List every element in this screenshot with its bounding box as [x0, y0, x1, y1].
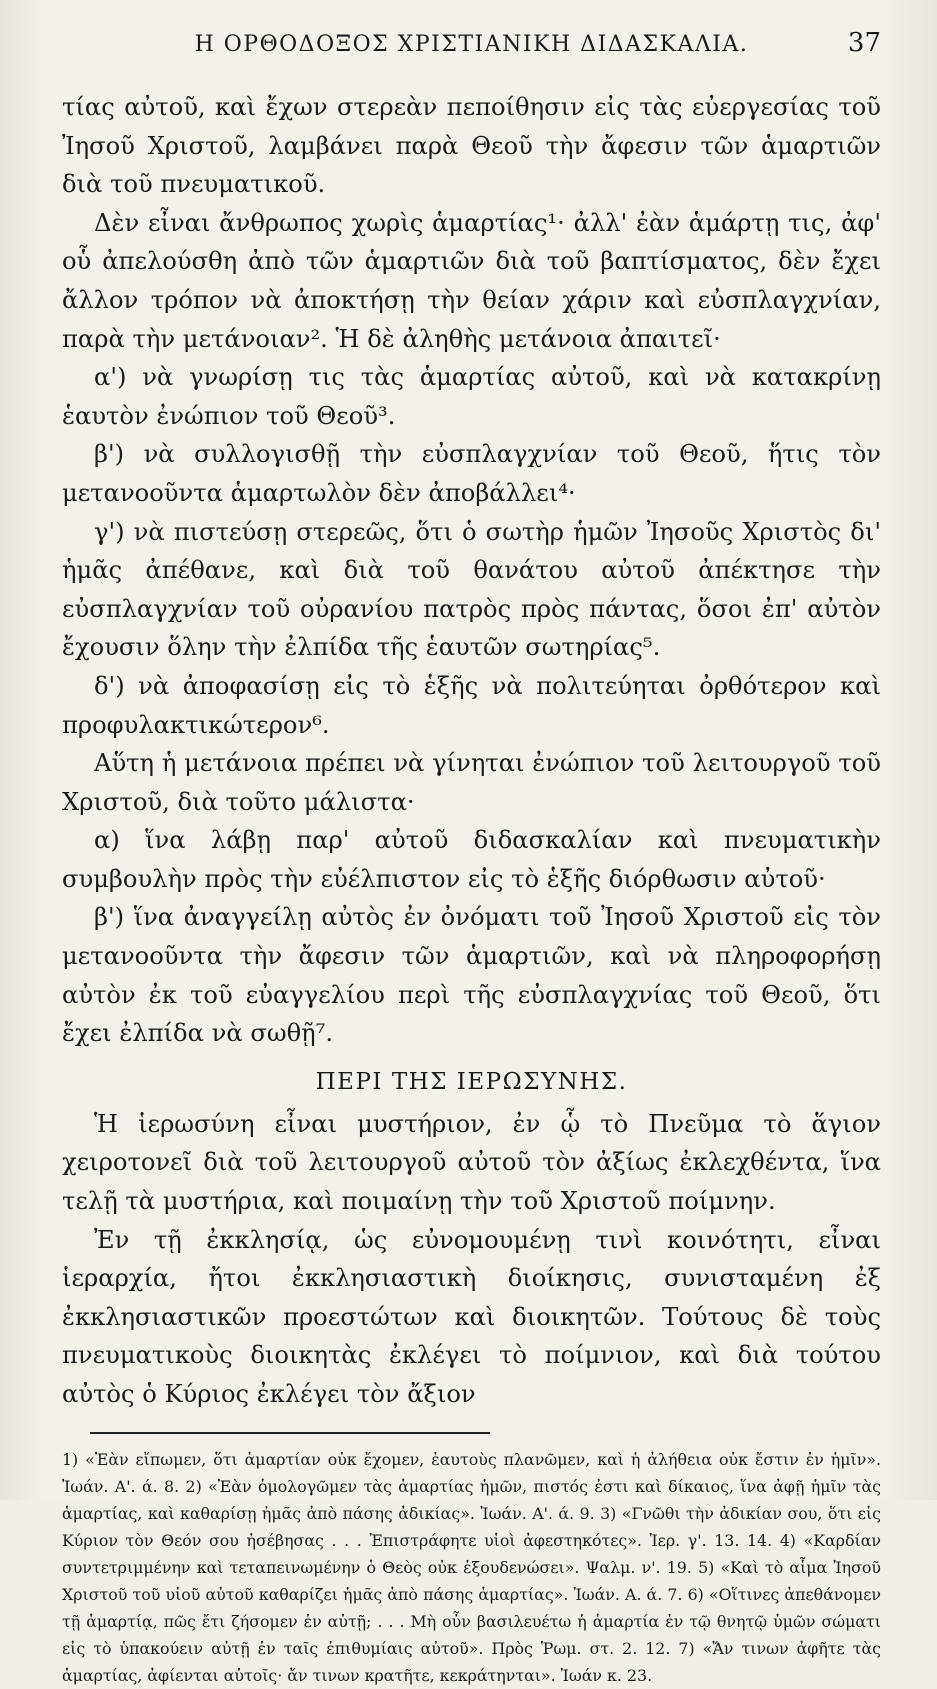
paragraph: α') νὰ γνωρίσῃ τις τὰς ἁμαρτίας αὐτοῦ, καὶ νὰ κατακρίνῃ ἑαυτὸν ἐνώπιον τοῦ Θεοῦ³. [62, 363, 881, 430]
page-number: 37 [847, 28, 881, 58]
footnote-divider [90, 1432, 490, 1434]
footnote: 6) «Οἵτινες ἀπεθάνομεν τῇ ἁμαρτίᾳ, πῶς ἔτι ζήσομεν ἐν αὐτῇ; . . . Μὴ οὖν βασιλευέτω ἡ ἁμαρτία ἐν τῷ θνητῷ ὑμῶν σώματι εἰς τὸ ὑπακούειν αὐτῇ ἐν ταῖς ἐπιθυμίαις αὐτοῦ». Πρὸς Ῥωμ. στ. 2. 12. [62, 1584, 881, 1658]
section-heading: ΠΕΡΙ ΤΗΣ ΙΕΡΩΣΥΝΗΣ. [315, 1068, 628, 1095]
footnote: 7) «Ἄν τινων ἀφῆτε τὰς ἁμαρτίας, ἀφίενται αὐτοῖς· ἄν τινων κρατῆτε, κεκράτηνται». Ἰωάν κ. 23. [62, 1638, 881, 1685]
footnotes [62, 1446, 881, 1689]
footnote: 1) «Ἐὰν εἴπωμεν, ὅτι ἁμαρτίαν οὐκ ἔχομεν, ἑαυτοὺς πλανῶμεν, καὶ ἡ ἀλήθεια οὐκ ἔστιν ἐν ἡμῖν». Ἰωάν. Α'. ά. 8. [62, 1449, 881, 1496]
paragraph: δ') νὰ ἀποφασίσῃ εἰς τὸ ἑξῆς νὰ πολιτεύηται ὀρθότερον καὶ προφυλακτικώτερον⁶. [62, 671, 881, 739]
running-title: Η ΟΡΘΟΔΟΞΟΣ ΧΡΙΣΤΙΑΝΙΚΗ ΔΙΔΑΣΚΑΛΙΑ. [194, 32, 749, 57]
paragraph: β') νὰ συλλογισθῇ τὴν εὐσπλαγχνίαν τοῦ Θεοῦ, ἥτις τὸν μετανοοῦντα ἁμαρτωλὸν δὲν ἀποβάλλει⁴· [62, 440, 881, 507]
paragraph: α) ἵνα λάβῃ παρ' αὐτοῦ διδασκαλίαν καὶ πνευματικὴν συμβουλὴν πρὸς τὴν εὐέλπιστον εἰς τὸ ἑξῆς διόρθωσιν αὐτοῦ· [62, 826, 881, 893]
paragraph: γ') νὰ πιστεύσῃ στερεῶς, ὅτι ὁ σωτὴρ ἡμῶν Ἰησοῦς Χριστὸς δι' ἡμᾶς ἀπέθανε, καὶ διὰ τοῦ θανάτου αὐτοῦ ἀπέκτησε τὴν εὐσπλαγχνίαν τοῦ οὐρανίου πατρὸς πρὸς πάντας, ὅσοι ἐπ' αὐτὸν ἔχουσιν ὅλην τὴν ἐλπίδα τῆς ἑαυτῶν σωτηρίας⁵. [62, 517, 881, 662]
paragraph: τίας αὐτοῦ, καὶ ἔχων στερεὰν πεποίθησιν εἰς τὰς εὐεργεσίας τοῦ Ἰησοῦ Χριστοῦ, λαμβάνει παρὰ Θεοῦ τὴν ἄφεσιν τῶν ἁμαρτιῶν διὰ τοῦ πνευματικοῦ. [62, 93, 881, 199]
paragraph: Ἐν τῇ ἐκκλησίᾳ, ὡς εὐνομουμένῃ τινὶ κοινότητι, εἶναι ἱεραρχία, ἤτοι ἐκκλησιαστικὴ διοίκησις, συνισταμένη ἐξ ἐκκλησιαστικῶν προεστώτων καὶ διοικητῶν. Τούτους δὲ τοὺς πνευματικοὺς διοικητὰς ἐκλέγει τὸ ποίμνιον, καὶ διὰ τούτου αὐτὸς ὁ Κύριος ἐκλέγει τὸν ἄξιον [62, 1225, 881, 1408]
footnote: 4) «Καρδίαν συντετριμμένην καὶ τεταπεινωμένην ὁ Θεὸς οὐκ ἐξουδενώσει». Ψαλμ. ν'. 19. [62, 1530, 881, 1577]
paragraph: Δὲν εἶναι ἄνθρωπος χωρὶς ἁμαρτίας¹· ἀλλ' ἐὰν ἁμάρτῃ τις, ἀφ' οὗ ἀπελούσθη ἀπὸ τῶν ἁμαρτιῶν διὰ τοῦ βαπτίσματος, δὲν ἔχει ἄλλον τρόπον νὰ ἀποκτήσῃ τὴν θείαν χάριν καὶ εὐσπλαγχνίαν, παρὰ τὴν μετάνοιαν². Ἡ δὲ ἀληθὴς μετάνοια ἀπαιτεῖ· [62, 208, 881, 353]
page-header [62, 28, 881, 88]
footnote: 5) «Καὶ τὸ αἷμα Ἰησοῦ Χριστοῦ τοῦ υἱοῦ αὐτοῦ καθαρίζει ἡμᾶς ἀπὸ πάσης ἁμαρτίας». Ἰωάν. Α. ά. 7. [62, 1557, 881, 1604]
footnote: 2) «Ἐὰν ὁμολογῶμεν τὰς ἁμαρτίας ἡμῶν, πιστός ἐστι καὶ δίκαιος, ἵνα ἀφῇ ἡμῖν τὰς ἁμαρτίας, καὶ καθαρίσῃ ἡμᾶς ἀπὸ πάσης ἀδικίας». Ἰωάν. Α'. ά. 9. [62, 1476, 881, 1523]
paragraph: β') ἵνα ἀναγγείλῃ αὐτὸς ἐν ὀνόματι τοῦ Ἰησοῦ Χριστοῦ εἰς τὸν μετανοοῦντα τὴν ἄφεσιν τῶν ἁμαρτιῶν, καὶ νὰ πληροφορήσῃ αὐτὸν ἐκ τοῦ εὐαγγελίου περὶ τῆς εὐσπλαγχνίας τοῦ Θεοῦ, ὅτι ἔχει ἐλπίδα νὰ σωθῇ⁷. [62, 903, 881, 1048]
main-text [62, 88, 881, 1414]
paragraph: Αὕτη ἡ μετάνοια πρέπει νὰ γίνηται ἐνώπιον τοῦ λειτουργοῦ τοῦ Χριστοῦ, διὰ τοῦτο μάλιστα· [62, 749, 881, 816]
footnote: 3) «Γνῶθι τὴν ἀδικίαν σου, ὅτι εἰς Κύριον τὸν Θεόν σου ἠσέβησας . . . Ἐπιστράφητε υἱοὶ ἀφεστηκότες». Ἱερ. γ'. 13. 14. [62, 1503, 881, 1550]
paragraph: Ἡ ἱερωσύνη εἶναι μυστήριον, ἐν ᾧ τὸ Πνεῦμα τὸ ἅγιον χειροτονεῖ διὰ τοῦ λειτουργοῦ αὐτοῦ τὸν ἀξίως ἐκλεχθέντα, ἵνα τελῇ τὰ μυστήρια, καὶ ποιμαίνῃ τὴν τοῦ Χριστοῦ ποίμνην. [62, 1109, 881, 1216]
